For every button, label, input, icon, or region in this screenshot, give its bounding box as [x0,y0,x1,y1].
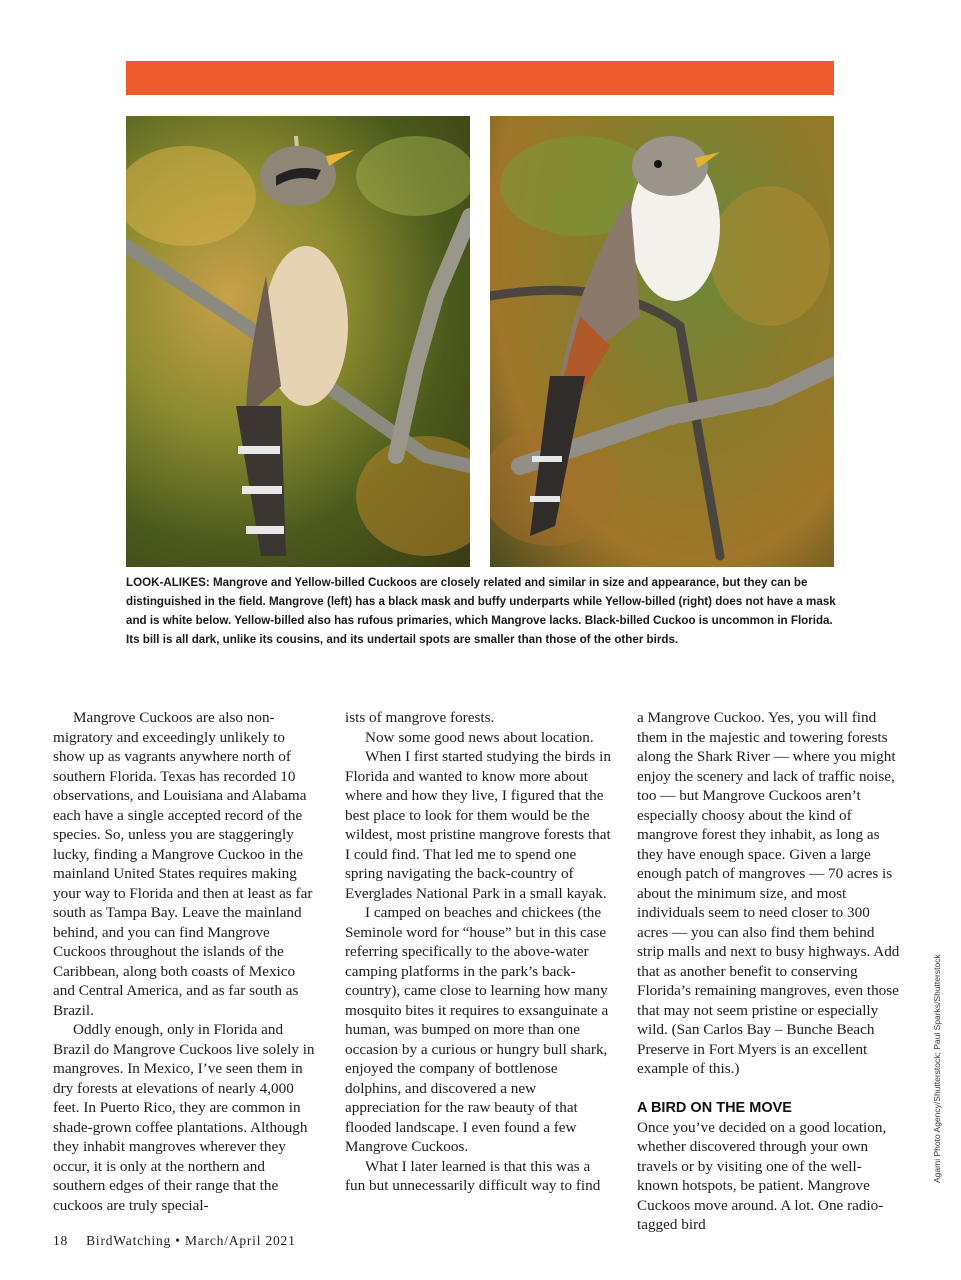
paragraph: Mangrove Cuckoos are also non-migratory and exceedingly unlikely to show up as vagrants anywhere north of southern Florida. Texas has recorded 10 observations, and Louisiana and Alabama each have a single accepted record of the species. So, unless you are staggeringly lucky, finding a Mangrove Cuckoo in the mainland United States requires making your way to Florida and then at least as far south as Tampa Bay. Leave the mainland behind, and you can find Mangrove Cuckoos throughout the islands of the Caribbean, along both coasts of Mexico and Central America, and as far south as Brazil. [53,709,313,1019]
article-column-2 [345,708,611,1196]
page-footer [53,1233,296,1249]
mangrove-cuckoo-photo [126,116,470,567]
paragraph: Once you’ve decided on a good location, whether discovered through your own travels or by visiting one of the well-known hotspots, be patient. Mangrove Cuckoos move around. A lot. One radio-tagged bird [637,1118,887,1233]
yellow-billed-cuckoo-photo [490,116,834,567]
article-column-1 [53,708,319,1215]
section-heading: A BIRD ON THE MOVE [637,1099,792,1116]
paragraph: What I later learned is that this was a fun but unnecessarily difficult way to find [345,1157,601,1194]
publication-line: BirdWatching • March/April 2021 [86,1233,296,1248]
paragraph: Oddly enough, only in Florida and Brazil do Mangrove Cuckoos live solely in mangroves. In Mexico, I’ve seen them in dry forests at elevations of nearly 4,000 feet. In Puerto Rico, they are common in shade-grown coffee plantations. Although they inhabit mangroves wherever they occur, it is only at the northern and southern edges of their range that the cuckoos are truly special- [53,1021,315,1214]
paragraph: ists of mangrove forests. [345,709,495,726]
paragraph: I camped on beaches and chickees (the Seminole word for “house” but in this case referring specifically to the above-water camping platforms in the park’s back-country), came close to learning how many mosquito bites it requires to exsanguinate a human, was bumped on more than one occasion by a curious or hungry bull shark, enjoyed the company of bottlenose dolphins, and discovered a new appreciation for the raw beauty of that flooded landscape. I even found a few Mangrove Cuckoos. [345,904,609,1155]
photo-caption: LOOK-ALIKES: Mangrove and Yellow-billed Cuckoos are closely related and similar in size and appearance, but they can be distinguished in the field. Mangrove (left) has a black mask and buffy underparts while Yellow-billed (right) does not have a mask and is white below. Yellow-billed also has rufous primaries, which Mangrove lacks. Black-billed Cuckoo is uncommon in Florida. Its bill is all dark, unlike its cousins, and its undertail spots are smaller than those of the other birds. [126,576,836,646]
header-accent-bar [126,61,834,95]
paragraph: a Mangrove Cuckoo. Yes, you will find them in the majestic and towering forests along the Shark River — where you might enjoy the scenery and lack of traffic noise, too — but Mangrove Cuckoos aren’t especially choosy about the kind of mangrove forest they inhabit, as long as they have enough space. Given a large enough patch of mangroves — 70 acres is about the minimum size, and most individuals seem to need closer to 300 acres — you can also find them behind strip malls and next to busy highways. Add that as another benefit to conserving Florida’s remaining mangroves, even those that may not seem pristine or especially wild. (San Carlos Bay – Bunche Beach Preserve in Fort Myers is an excellent example of this.) [637,709,900,1077]
page-number: 18 [53,1233,69,1248]
paragraph: Now some good news about location. [365,728,594,746]
paragraph: When I first started studying the birds in Florida and wanted to know more about where and how they live, I figured that the best place to look for them would be the wildest, most pristine mangrove forests that I could find. That led me to spend one spring navigating the back-country of Everglades National Park in a small kayak. [345,748,611,902]
photo-credit: Agami Photo Agency/Shutterstock; Paul Sparks/Shutterstock [932,954,942,1183]
article-column-3 [637,708,903,1235]
